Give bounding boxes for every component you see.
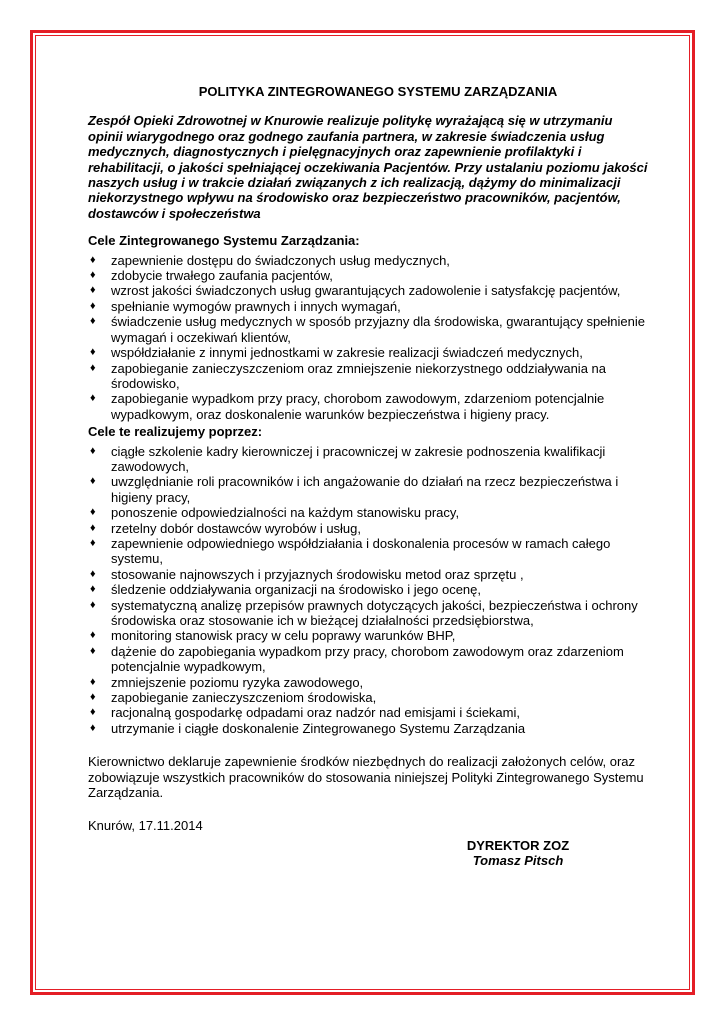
bullet-diamond-icon: ♦: [90, 536, 96, 549]
list-item: [88, 314, 648, 345]
list-item: [88, 598, 648, 629]
list-item-text: stosowanie najnowszych i przyjaznych środowisku metod oraz sprzętu ,: [111, 566, 524, 582]
bullet-diamond-icon: ♦: [90, 583, 96, 596]
list-item-text: spełnianie wymogów prawnych i innych wymagań,: [111, 298, 401, 314]
bullet-diamond-icon: ♦: [90, 361, 96, 374]
list-item-text: współdziałanie z innymi jednostkami w zakresie realizacji świadczeń medycznych,: [111, 345, 583, 361]
bullet-diamond-icon: ♦: [90, 253, 96, 266]
bullet-diamond-icon: ♦: [90, 706, 96, 719]
list-item-text: świadczenie usług medycznych w sposób przyjazny dla środowiska, gwarantujący spełnienie wymagań i oczekiwań klientów,: [111, 314, 645, 345]
bullet-diamond-icon: ♦: [90, 269, 96, 282]
list-item-text: zdobycie trwałego zaufania pacjentów,: [111, 268, 333, 284]
bullet-diamond-icon: ♦: [90, 721, 96, 734]
list-item-text: ponoszenie odpowiedzialności na każdym stanowisku pracy,: [111, 505, 460, 521]
list-item-text: zmniejszenie poziomu ryzyka zawodowego,: [111, 674, 364, 690]
bullet-diamond-icon: ♦: [90, 598, 96, 611]
list-item: [88, 705, 648, 720]
bullet-diamond-icon: ♦: [90, 346, 96, 359]
list-item: [88, 505, 648, 520]
list-item: [88, 444, 648, 475]
goals-heading: Cele Zintegrowanego Systemu Zarządzania:: [88, 233, 360, 249]
list-item: [88, 361, 648, 392]
bullet-diamond-icon: ♦: [90, 644, 96, 657]
list-item: [88, 283, 648, 298]
list-item-text: dążenie do zapobiegania wypadkom przy pracy, chorobom zawodowym oraz zdarzeniom potencjalnie wypadkowym,: [111, 643, 624, 675]
list-item: [88, 644, 648, 675]
means-list: [88, 444, 648, 737]
bullet-diamond-icon: ♦: [90, 567, 96, 580]
list-item-text: monitoring stanowisk pracy w celu poprawy warunków BHP,: [111, 628, 456, 644]
list-item: [88, 582, 648, 597]
signature-name: Tomasz Pitsch: [472, 852, 564, 868]
signature-role: DYREKTOR ZOZ: [466, 837, 570, 853]
goals-list: [88, 253, 648, 422]
list-item-text: ciągłe szkolenie kadry kierowniczej i pracowniczej w zakresie podnoszenia kwalifikacji zawodowych,: [111, 443, 606, 474]
place-date: Knurów, 17.11.2014: [88, 818, 203, 834]
means-heading: Cele te realizujemy poprzez:: [88, 424, 263, 440]
list-item: [88, 690, 648, 705]
list-item: [88, 521, 648, 536]
list-item: [88, 628, 648, 643]
list-item-text: wzrost jakości świadczonych usług gwarantujących zadowolenie i satysfakcję pacjentów,: [111, 283, 621, 299]
list-item-text: rzetelny dobór dostawców wyrobów i usług,: [111, 520, 362, 536]
bullet-diamond-icon: ♦: [90, 675, 96, 688]
list-item-text: racjonalną gospodarkę odpadami oraz nadzór nad emisjami i ściekami,: [111, 705, 520, 721]
list-item: [88, 253, 648, 268]
signature-block: [88, 838, 648, 870]
bullet-diamond-icon: ♦: [90, 521, 96, 534]
bullet-diamond-icon: ♦: [90, 284, 96, 297]
bullet-diamond-icon: ♦: [90, 475, 96, 488]
bullet-diamond-icon: ♦: [90, 506, 96, 519]
document-title: POLITYKA ZINTEGROWANEGO SYSTEMU ZARZĄDZANIA: [198, 84, 558, 99]
list-item: [88, 268, 648, 283]
list-item-text: utrzymanie i ciągłe doskonalenie Zintegrowanego Systemu Zarządzania: [111, 720, 526, 736]
list-item-text: zapobieganie zanieczyszczeniom oraz zmniejszenie niekorzystnego oddziaływania na środowisko,: [111, 360, 606, 391]
bullet-diamond-icon: ♦: [90, 691, 96, 704]
list-item: [88, 675, 648, 690]
list-item: [88, 536, 648, 567]
list-item-text: śledzenie oddziaływania organizacji na środowisko i jego ocenę,: [111, 582, 481, 598]
list-item: [88, 721, 648, 736]
bullet-diamond-icon: ♦: [90, 299, 96, 312]
list-item-text: zapobieganie zanieczyszczeniom środowiska,: [111, 690, 377, 706]
list-item: [88, 391, 648, 422]
bullet-diamond-icon: ♦: [90, 392, 96, 405]
bullet-diamond-icon: ♦: [90, 444, 96, 457]
intro-paragraph: Zespół Opieki Zdrowotnej w Knurowie realizuje politykę wyrażającą się w utrzymaniu opinii wiarygodnego oraz godnego zaufania partnera, w zakresie świadczenia usług medycznych, diagnostycznych i pielęgnacyjnych oraz zapewnienie profilaktyki i rehabilitacji, o jakości spełniającej oczekiwania Pacjentów. Przy ustalaniu poziomu jakości naszych usług i w trakcie działań związanych z ich realizacją, dążymy do minimalizacji niekorzystnego wpływu na środowisko oraz bezpieczeństwo pracowników, pacjentów, dostawców i społeczeństwa: [88, 113, 648, 221]
document-body: [88, 84, 648, 870]
bullet-diamond-icon: ♦: [90, 629, 96, 642]
list-item-text: zapobieganie wypadkom przy pracy, chorobom zawodowym, zdarzeniom potencjalnie wypadkowym, oraz doskonalenie warunków bezpieczeństwa i higieny pracy.: [111, 391, 605, 422]
list-item-text: systematyczną analizę przepisów prawnych dotyczących jakości, bezpieczeństwa i ochrony środowiska oraz stosowanie ich w bieżącej działalności przedsiębiorstwa,: [111, 597, 638, 628]
list-item: [88, 345, 648, 360]
list-item: [88, 299, 648, 314]
list-item: [88, 474, 648, 505]
closing-paragraph: Kierownictwo deklaruje zapewnienie środków niezbędnych do realizacji założonych celów, oraz zobowiązuje wszystkich pracowników do stosowania niniejszej Polityki Zintegrowanego Systemu Zarządzania.: [88, 754, 644, 801]
list-item: [88, 567, 648, 582]
list-item-text: zapewnienie odpowiedniego współdziałania i doskonalenia procesów w ramach całego systemu,: [111, 535, 611, 567]
bullet-diamond-icon: ♦: [90, 315, 96, 328]
list-item-text: zapewnienie dostępu do świadczonych usług medycznych,: [111, 252, 450, 268]
list-item-text: uwzględnianie roli pracowników i ich angażowanie do działań na rzecz bezpieczeństwa i higieny pracy,: [111, 474, 619, 505]
